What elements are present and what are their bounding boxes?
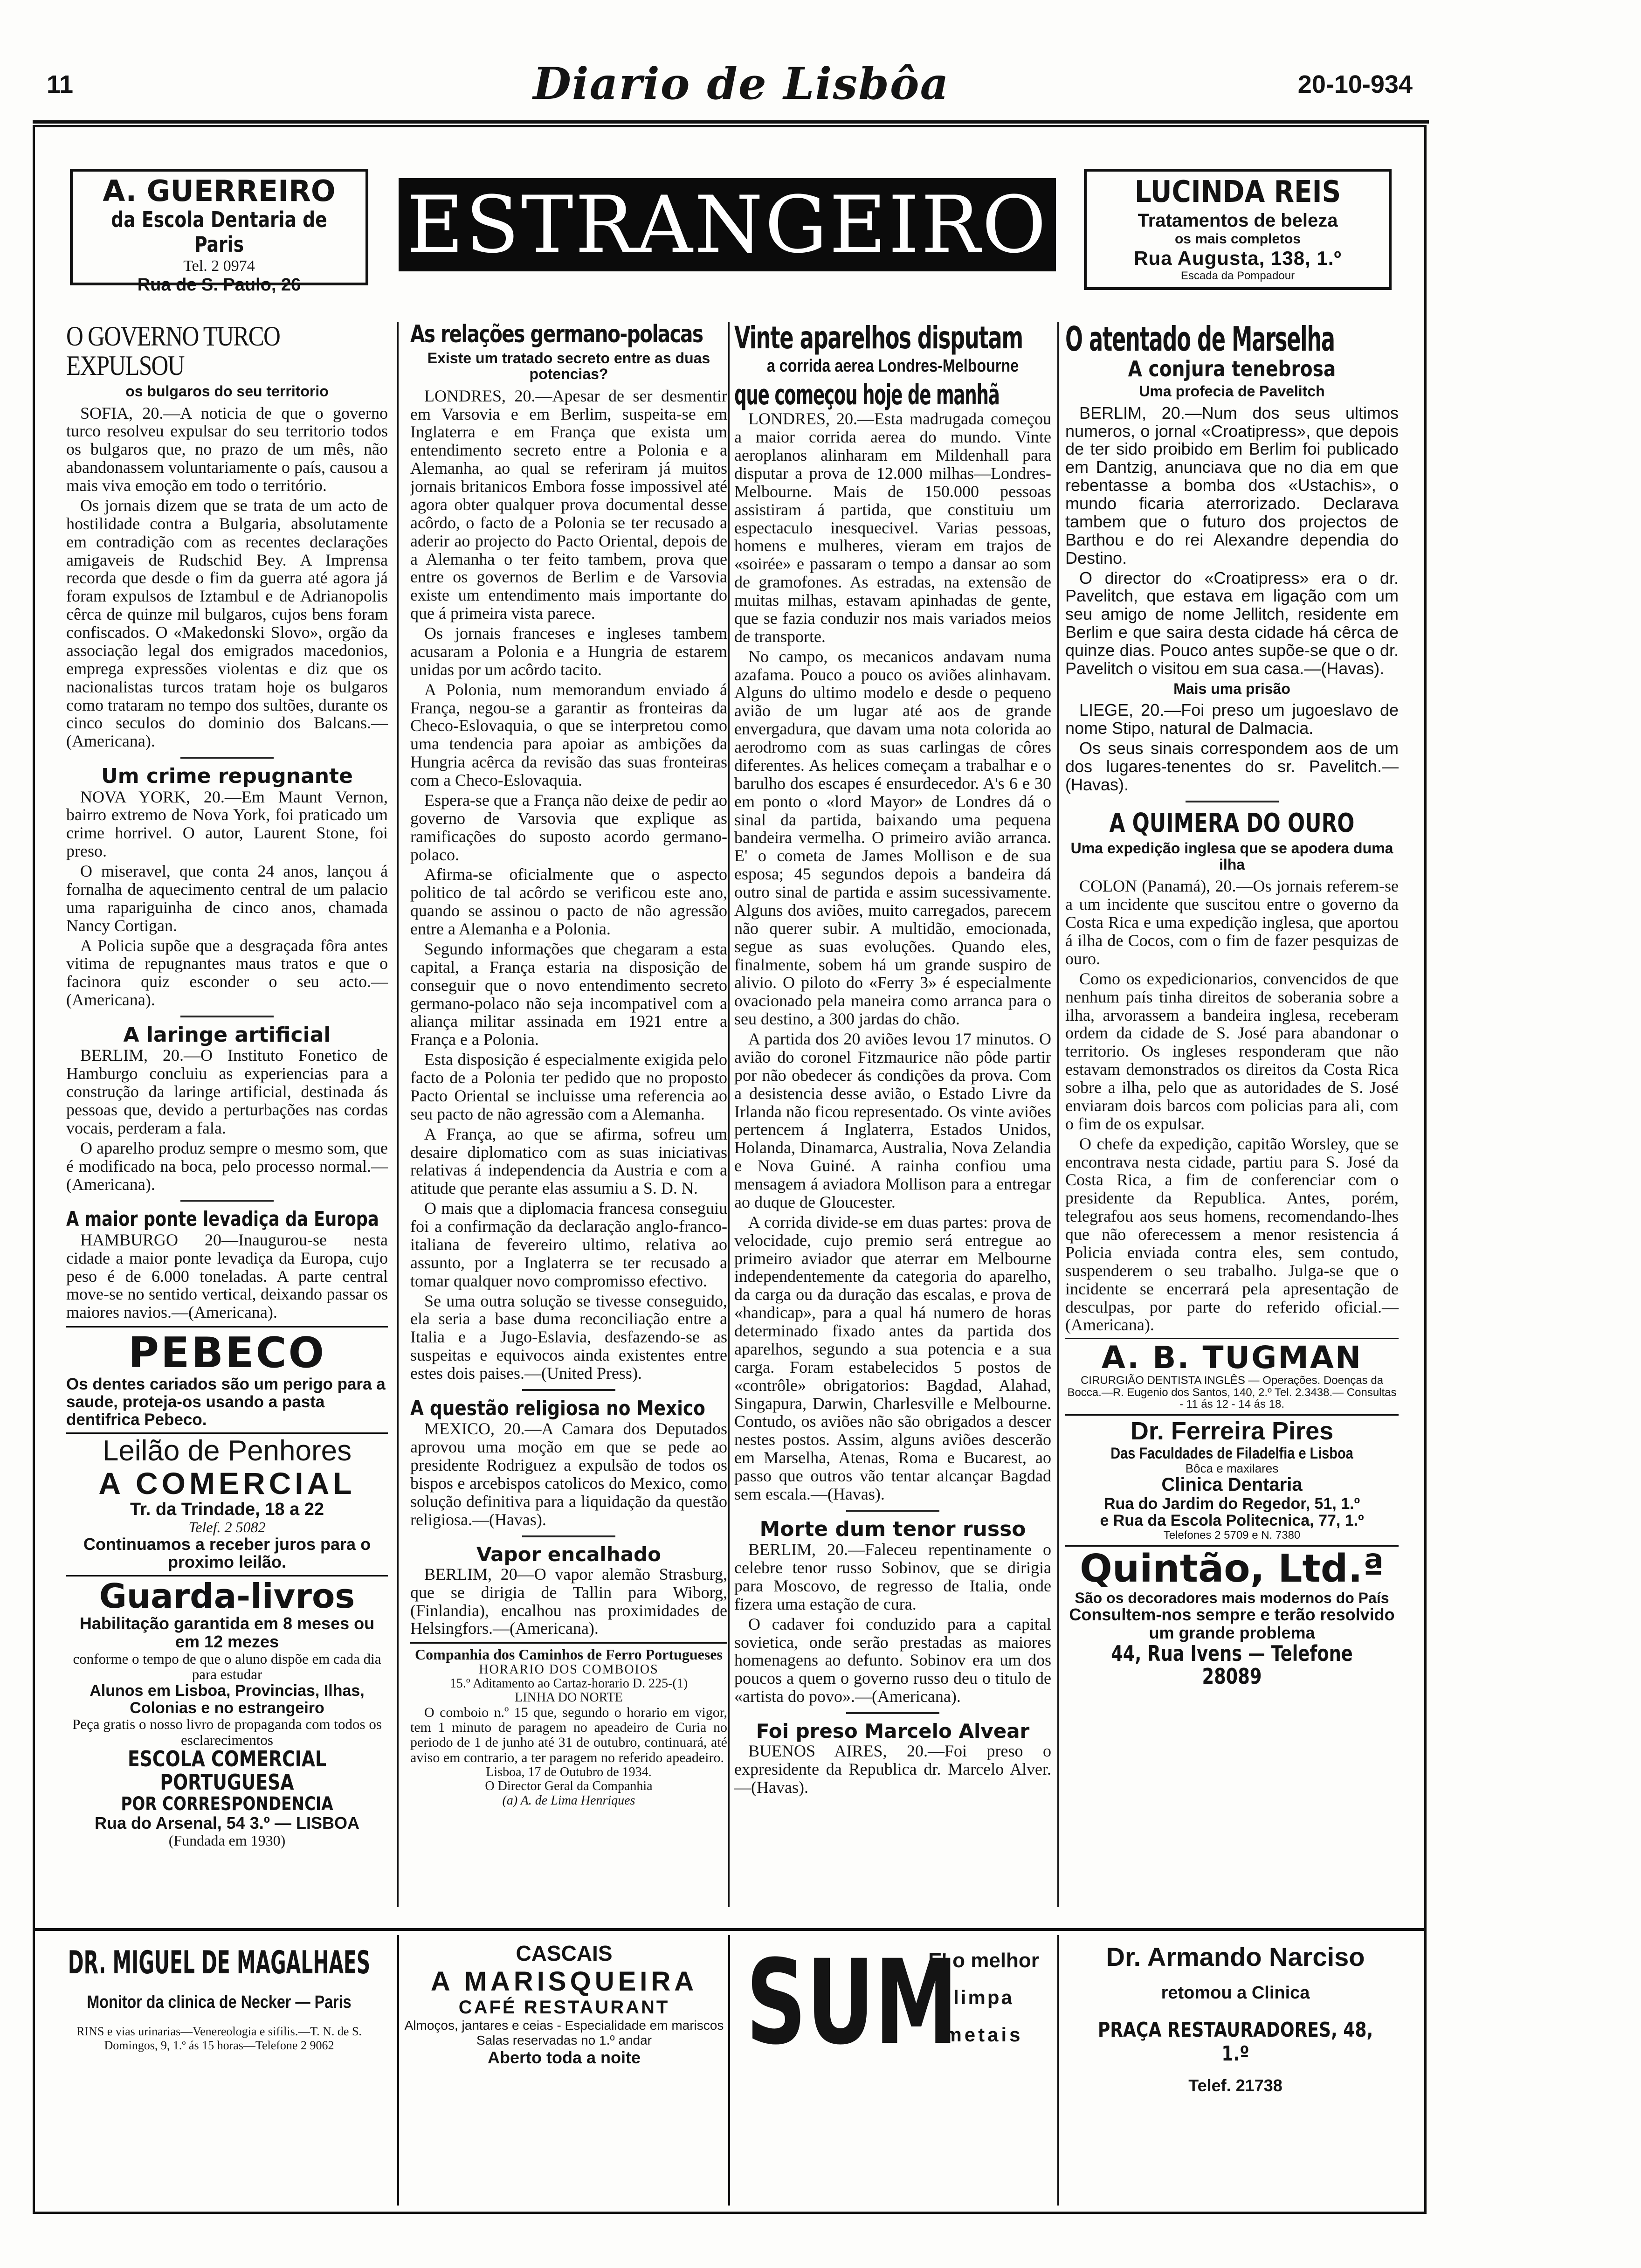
ad-tugman-line2: CIRURGIÃO DENTISTA INGLÊS — Operações. Doenças da Bocca.—R. Eugenio dos Santos, 140, 2.º Tel. 2.3438.— Consultas - 11 ás 12 - 14 ás 18. <box>1067 1374 1397 1411</box>
article-subheadline: Uma expedição inglesa que se apodera duma ilha <box>1070 840 1393 873</box>
ad-lucinda-line3: Rua Augusta, 138, 1.º <box>1134 247 1342 270</box>
ad-sum-tag3: metais <box>944 2024 1023 2046</box>
notice-subtitle: HORARIO DOS COMBOIOS <box>479 1662 659 1677</box>
page-number: 11 <box>47 70 74 98</box>
ad-mag-line3: RINS e vias urinarias—Venereologia e sifilis.—T. N. de S. Domingos, 9, 1.º ás 15 horas—Telefone 2 9062 <box>76 2025 362 2052</box>
column-3 <box>734 322 1051 1798</box>
ad-cas-line6: Aberto toda a noite <box>487 2048 641 2067</box>
ad-cas-line3: CAFÉ RESTAURANT <box>458 1997 670 2018</box>
ad-mag-line2: Monitor da clinica de Necker — Paris <box>87 1992 352 2012</box>
ad-lucinda <box>1084 169 1392 290</box>
ad-tugman <box>1065 1338 1399 1411</box>
article-separator <box>522 1389 615 1391</box>
ad-cas-line4: Almoços, jantares e ceias - Especialidade em mariscos <box>404 2018 724 2033</box>
ad-nar-line3: PRAÇA RESTAURADORES, 48, 1.º <box>1097 2018 1373 2066</box>
article-headline: A laringe artificial <box>123 1023 331 1047</box>
article-paragraph: Segundo informações que chegaram a esta capital, a França estaria na disposição de conseguir que o novo entendimento secreto germano-polaco não seja incompativel com a aliança militar assinada em 1921 entre a França e a Polonia. <box>410 939 727 1049</box>
ad-guarda-line9: (Fundada em 1930) <box>168 1832 286 1849</box>
article-paragraph: A Policia supõe que a desgraçada fôra antes vitima de repugnantes maus tratos e que o facinora quiz esconder o seu acto.—(Americana). <box>66 936 388 1010</box>
notice-caminhos-de-ferro <box>410 1642 727 1808</box>
article-headline: A questão religiosa no Mexico <box>410 1396 705 1420</box>
article-paragraph: O mais que a diplomacia francesa conseguiu foi a confirmação da declaração anglo-franco-italiana de fevereiro ultimo, relativa ao assunto, por a Inglaterra se ter recusado a tomar qualquer novo compromisso efectivo. <box>410 1199 727 1290</box>
ad-quintao-line2: São os decoradores mais modernos do País <box>1075 1589 1389 1606</box>
article-paragraph: Esta disposição é especialmente exigida pelo facto de a Polonia ter pedido que no proposto Pacto Oriental se incluisse uma referencia ao seu pacto de não agressão com a Alemanha. <box>410 1050 727 1123</box>
ad-pebeco <box>66 1326 388 1429</box>
ad-leilao-line1: Leilão de Penhores <box>102 1434 352 1467</box>
article-paragraph: HAMBURGO 20—Inaugurou-se nesta cidade a maior ponte levadiça da Europa, cujo peso é de 6.000 toneladas. A parte central move-se no sentido vertical, deixando passar os maiores navios.—(Americana). <box>66 1230 388 1322</box>
ad-guarda-line7: POR CORRESPONDENCIA <box>121 1793 333 1815</box>
bottom-ads-divider <box>728 1935 730 2206</box>
article-paragraph: LONDRES, 20.—Apesar de ser desmentir em Varsovia e em Berlim, suspeita-se em Inglaterra e em França que exista um entendimento secreto entre a Polonia e a Alemanha, ao qual se referiram já muitos jornais britanicos Embora fosse impossivel até agora obter qualquer prova documental desse acôrdo, o facto de a Polonia se ter recusado a aderir ao projecto do Pacto Oriental, depois de a Alemanha o ter feito tambem, prova que entre os governos de Berlim e de Varsovia existe um entendimento mais importante do que á primeira vista parece. <box>410 386 727 623</box>
ad-guerreiro-line2: Tel. 2 0974 <box>183 257 255 275</box>
ad-sum-tag2: limpa <box>953 1986 1014 2008</box>
article-separator <box>180 757 274 759</box>
article-headline: A maior ponte levadiça da Europa <box>66 1207 379 1231</box>
column-4 <box>1065 319 1399 1689</box>
article-paragraph: LONDRES, 20.—Esta madrugada começou a maior corrida aerea do mundo. Vinte aeroplanos alinharam em Mildenhall para disputar a prova de 12.000 milhas—Londres-Melbourne. Mais de 150.000 pessoas assistiram á partida, que constituiu um espectaculo inesquecivel. Varias pessoas, homens e mulheres, vieram em trajos de «soirée» e passaram o tempo a dansar ao som de gramofones. As estradas, na extensão de muitas milhas, estavam apinhadas de gente, que se fazia conduzir nos mais variados meios de transporte. <box>734 409 1051 646</box>
article-separator <box>1186 801 1279 802</box>
ad-lucinda-line4: Escada da Pompadour <box>1180 270 1295 283</box>
article-subheadline: os bulgaros do seu territorio <box>125 383 329 400</box>
ad-guerreiro-name: A. GUERREIRO <box>103 174 336 208</box>
notice-line: LINHA DO NORTE <box>515 1690 623 1705</box>
ad-guarda-line2: Habilitação garantida em 8 meses ou em 12 mezes <box>79 1614 375 1651</box>
ad-guerreiro-line1: da Escola Dentaria de Paris <box>111 207 327 257</box>
article-paragraph: NOVA YORK, 20.—Em Maunt Vernon, bairro extremo de Nova York, foi praticado um crime horrivel. O autor, Laurent Stone, foi preso. <box>66 787 388 861</box>
ad-guarda-line8: Rua do Arsenal, 54 3.º — LISBOA <box>95 1813 359 1832</box>
masthead-rule <box>33 120 1429 124</box>
article-paragraph: Se uma outra solução se tivesse conseguido, ela seria a base duma reconciliação entre a Italia e a Jugo-Eslavia, desfazendo-se as suspeitas e equivocos ainda existentes entre estes dois paises.—(United Press). <box>410 1291 727 1383</box>
ad-tugman-line1: A. B. TUGMAN <box>1101 1340 1363 1376</box>
article-subheadline: Existe um tratado secreto entre as duas potencias? <box>427 349 710 383</box>
ad-guarda-line1: Guarda-livros <box>99 1577 355 1616</box>
article-paragraph: Afirma-se oficialmente que o aspecto politico de tal acôrdo se verificou este ano, quando se assinou o pacto de não agressão entre a Alemanha e a Polonia. <box>410 865 727 939</box>
article-subheadline: a corrida aerea Londres-Melbourne <box>766 356 1019 376</box>
article-headline: Vapor encalhado <box>476 1542 661 1566</box>
ad-quintao-line3: Consultem-nos sempre e terão resolvido um grande problema <box>1069 1605 1395 1642</box>
section-banner: ESTRANGEIRO <box>399 178 1056 271</box>
article-paragraph: LIEGE, 20.—Foi preso um jugoeslavo de nome Stipo, natural de Dalmacia. <box>1065 700 1399 738</box>
notice-paragraph: O comboio n.º 15 que, segundo o horario em vigor, tem 1 minuto de paragem no apeadeiro de Curia no periodo de 1 de junho até 31 de outubro, continuará, até aviso em contrario, a ter paragem no referido apeadeiro. <box>410 1704 727 1765</box>
article-separator <box>180 1016 274 1017</box>
column-rule <box>728 322 730 1907</box>
article-paragraph: O aparelho produz sempre o mesmo som, que é modificado na boca, pelo processo normal.—(Americana). <box>66 1138 388 1194</box>
ad-mag-line1: DR. MIGUEL DE MAGALHAES <box>68 1944 371 1981</box>
article-paragraph: O miseravel, que conta 24 anos, lançou á fornalha de aquecimento central de um palacio uma rapariguinha de cinco anos, chamada Nancy Cortigan. <box>66 862 388 935</box>
column-rule <box>397 322 399 1907</box>
bottom-ads-divider <box>397 1935 399 2206</box>
article-paragraph: O director do «Croatipress» era o dr. Pavelitch, que estava em ligação com um seu amigo de nome Jellitch, residente em Berlim e que saira desta cidade há cêrca de quinze dias. Pouco antes supõe-se que o dr. Pavelitch o visitou em sua casa.—(Havas). <box>1065 568 1399 678</box>
article-subheadline: A conjura tenebrosa <box>1128 356 1336 381</box>
ad-leilao-line4: Telef. 2 5082 <box>188 1519 266 1536</box>
ad-sum-tag1: E' o melhor <box>928 1949 1039 1972</box>
ad-guarda-line6: ESCOLA COMERCIAL PORTUGUESA <box>127 1746 327 1795</box>
ad-pires-line2: Das Faculdades de Filadelfia e Lisboa <box>1110 1444 1353 1462</box>
article-paragraph: Os jornais franceses e ingleses tambem acusaram a Polonia e a Hungria de estarem unidas por um acôrdo tacito. <box>410 624 727 679</box>
ad-pebeco-name: PEBECO <box>128 1328 326 1378</box>
ad-leilao <box>66 1432 388 1572</box>
notice-reference: 15.º Aditamento ao Cartaz-horario D. 225-(1) <box>449 1676 688 1691</box>
ad-cas-line2: A MARISQUEIRA <box>430 1966 698 1997</box>
article-paragraph: A França, ao que se afirma, sofreu um desaire diplomatico com as suas iniciativas relativas á independencia da Austria e com a atitude que perante elas assumiu a S. D. N. <box>410 1124 727 1198</box>
ad-pires-line3: Bôca e maxilares <box>1185 1461 1279 1476</box>
ad-quintao-line4: 44, Rua Ivens — Telefone 28089 <box>1111 1640 1353 1689</box>
article-paragraph: Espera-se que a França não deixe de pedir ao governo de Varsovia que explique as ramificações do suposto acordo germano-polaco. <box>410 790 727 864</box>
article-paragraph: O chefe da expedição, capitão Worsley, que se encontrava nesta cidade, partiu para S. José da Costa Rica, a fim de conferenciar com o presidente da Republica. Antes, porém, telegrafou aos seus homens, recomendando-lhes que não oferecessem a menor resistencia á Policia enviada contra eles, sem contudo, suspenderem o seu trabalho. Julga-se que o incidente se encerrará pela apresentação de desculpas, por parte do referido oficial.—(Americana). <box>1065 1134 1399 1335</box>
ad-nar-line1: Dr. Armando Narciso <box>1106 1942 1365 1971</box>
ad-pires-line1: Dr. Ferreira Pires <box>1130 1417 1334 1445</box>
article-paragraph: BERLIM, 20—O vapor alemão Strasburg, que se dirigia de Tallin para Wiborg, (Finlandia), encalhou nas proximidades de Helsingfors.—(Americana). <box>410 1564 727 1638</box>
article-headline: O GOVERNO TURCO EXPULSOU <box>66 321 280 381</box>
article-paragraph: Os jornais dizem que se trata de um acto de hostilidade contra a Bulgaria, absolutamente em contradição com as recentes declarações amigaveis de Rudschid Bey. A Imprensa recorda que desde o fim da guerra até agora já foram expulsos de Iztambul e de Adrianopolis cêrca de quinze mil bulgaros, cujos bens foram confiscados. O «Makedonski Slovo», orgão da associação legal dos emigrados macedonios, emprega expressões violentas e diz que os nacionalistas turcos tratam hoje os bulgaros como trataram no tempo dos sultões, durante os cinco seculos do dominio dos Balcans.—(Americana). <box>66 496 388 751</box>
article-headline: As relações germano-polacas <box>410 320 703 348</box>
article-separator <box>846 1510 939 1512</box>
article-headline: Um crime repugnante <box>101 764 353 788</box>
article-paragraph: MEXICO, 20.—A Camara dos Deputados aprovou uma moção em que se pede ao presidente Rodriguez a expulsão de todos os bispos e arcebispos catolicos do Mexico, como solução definitiva para a liquidação da questão religiosa.—(Havas). <box>410 1419 727 1529</box>
ad-quintao-line1: Quintão, Ltd.ª <box>1080 1546 1384 1591</box>
ad-pires-line7: Telefones 2 5709 e N. 7380 <box>1163 1529 1301 1542</box>
article-separator <box>846 1712 939 1714</box>
article-headline-continued: que começou hoje de manhã <box>734 379 1000 412</box>
ad-guarda-line3: conforme o tempo de que o aluno dispõe em cada dia para estudar <box>73 1650 381 1683</box>
ad-lucinda-line2: os mais completos <box>1174 231 1301 247</box>
article-paragraph: COLON (Panamá), 20.—Os jornais referem-se a um incidente que suscitou entre o governo da Costa Rica e uma expedição inglesa, que aportou á ilha de Cocos, com o fim de fazer pesquizas de ouro. <box>1065 877 1399 968</box>
article-paragraph: BERLIM, 20.—Faleceu repentinamente o celebre tenor russo Sobinov, que se dirigia para Moscovo, de regresso de Italia, onde fizera uma estação de cura. <box>734 1540 1051 1613</box>
article-paragraph: Como os expedicionarios, convencidos de que nenhum país tinha direitos de soberania sobre a ilha, arvorassem a bandeira inglesa, receberam ordem da cidade de S. José para abandonar o territorio. Os ingleses responderam que não estavam demonstrados os direitos da Costa Rica sobre a ilha, pelo que as autoridades de S. José enviaram dois barcos com policias para ali, com o fim de os expulsar. <box>1065 969 1399 1133</box>
ad-leilao-line2: A COMERCIAL <box>98 1466 356 1500</box>
ad-sum <box>741 1935 1054 2196</box>
ad-marisqueira <box>401 1935 727 2196</box>
article-subheadline: Mais uma prisão <box>1173 680 1290 697</box>
notice-date: Lisboa, 17 de Outubro de 1934. <box>486 1765 652 1780</box>
ad-nar-line4: Telef. 21738 <box>1188 2076 1282 2095</box>
article-paragraph: No campo, os mecanicos andavam numa azafama. Pouco a pouco os aviões alinhavam. Alguns do ultimo modelo e desde o pequeno avião de um lugar até aos de grande envergadura, que davam uma nota colorida ao aerodromo com as suas carlingas de côres diferentes. As helices começam a trabalhar e o barulho dos escapes é ensurdecedor. A's 6 e 30 em ponto o «lord Mayor» de Londres dá o sinal da partida, baixando uma pequena bandeira vermelha. O primeiro avião arranca. E' o cometa de James Mollison e de sua esposa; 45 segundos depois a bandeira dá outro sinal de partida e assim sucessivamente. Alguns dos aviões, muito carregados, parecem não querer subir. A multidão, emocionada, segue as suas evoluções. Quando eles, finalmente, sobem há um grande suspiro de alivio. O piloto do «Ferry 3» é especialmente ovacionado pela maneira como arranca para o seu destino, a 300 jardas do chão. <box>734 647 1051 1029</box>
article-headline: Vinte aparelhos disputam <box>734 320 1023 356</box>
ad-lucinda-name: LUCINDA REIS <box>1134 175 1341 209</box>
issue-date: 20-10-934 <box>1297 70 1413 98</box>
ad-pebeco-text: Os dentes cariados são um perigo para a saude, proteja-os usando a pasta dentifrica Pebeco. <box>66 1375 386 1429</box>
ad-pires-line5: Rua do Jardim do Regedor, 51, 1.º <box>1104 1494 1360 1513</box>
ad-sum-logo: SUM <box>746 1935 958 2070</box>
ad-guarda-line4: Alunos em Lisboa, Provincias, Ilhas, Colonias e no estrangeiro <box>90 1681 365 1717</box>
ad-guerreiro <box>70 169 368 295</box>
article-paragraph: Os seus sinais correspondem aos de um dos lugares-tenentes do sr. Pavelitch.—(Havas). <box>1065 739 1399 794</box>
article-separator <box>180 1200 274 1202</box>
article-paragraph: SOFIA, 20.—A noticia de que o governo turco resolveu expulsar do seu territorio todos os bulgaros que, no prazo de um mês, não abandonassem voluntariamente o país, causou a mais viva emoção em todo o território. <box>66 403 388 495</box>
article-headline: A QUIMERA DO OURO <box>1109 808 1355 838</box>
ad-pires-line6: e Rua da Escola Politecnica, 77, 1.º <box>1100 1512 1364 1530</box>
ad-lucinda-line1: Tratamentos de beleza <box>1138 210 1338 231</box>
article-paragraph: A corrida divide-se em duas partes: prova de velocidade, cujo premio será entregue ao primeiro aviador que aterrar em Melbourne independentemente da categoria do aparelho, da carga ou da duração das escalas, e prova de «handicap», para a qual há numero de horas determinado fixado antes da partida dos aparelhos, segundo a sua potencia e a sua carga. Foram estabelecidos 5 postos de «contrôle» obrigatorios: Bagdad, Alahad, Singapura, Darwin, Charlesville e Melbourne. Contudo, os aviões não são obrigados a descer nestes postos. Assim, alguns aviões descerão em Marselha, Atenas, Roma e Bucarest, ao passo que outros vão tentar alcançar Bagdad sem escala.—(Havas). <box>734 1212 1051 1503</box>
article-paragraph: BUENOS AIRES, 20.—Foi preso o expresidente da Republica dr. Marcelo Alver.—(Havas). <box>734 1742 1051 1797</box>
article-headline: Morte dum tenor russo <box>759 1517 1026 1541</box>
ad-armando-narciso <box>1068 1935 1403 2196</box>
bottom-ads-divider <box>1057 1935 1059 2206</box>
article-paragraph: BERLIM, 20.—O Instituto Fonetico de Hamburgo concluiu as experiencias para a construção da laringe artificial, destinada ás pessoas que, devido a perturbações nas cordas vocais, perderam a fala. <box>66 1046 388 1137</box>
ad-leilao-line3: Tr. da Trindade, 18 a 22 <box>130 1500 324 1520</box>
newspaper-title: Diario de Lisbôa <box>533 58 950 110</box>
ad-guerreiro-line3: Rua de S. Paulo, 26 <box>137 275 301 295</box>
ad-nar-line2: retomou a Clinica <box>1161 1983 1310 2003</box>
ad-quintao <box>1065 1545 1399 1688</box>
notice-signature: (a) A. de Lima Henriques <box>502 1793 635 1808</box>
article-subheadline: Uma profecia de Pavelitch <box>1139 383 1325 400</box>
ad-guarda-line5: Peça gratis o nosso livro de propaganda com todos os esclarecimentos <box>72 1716 382 1748</box>
ad-ferreira-pires <box>1065 1414 1399 1542</box>
article-paragraph: A partida dos 20 aviões levou 17 minutos. O avião do coronel Fitzmaurice não pôde partir por não obedecer ás condições da prova. Com a desistencia desse avião, o Estado Livre da Irlanda não ficou representado. Os vinte aviões pertencem á Inglaterra, Estados Unidos, Holanda, Dinamarca, Australia, Nova Zelandia e Nova Guiné. A rainha confiou uma mensagem á aviadora Mollison para a entregar ao duque de Gloucester. <box>734 1030 1051 1211</box>
ad-cas-line5: Salas reservadas no 1.º andar <box>476 2033 652 2047</box>
article-paragraph: BERLIM, 20.—Num dos seus ultimos numeros, o jornal «Croatipress», que depois de ter sido proibido em Berlim foi publicado em Dantzig, anunciava que no dia em que rebentasse a bomba dos «Ustachis», o mundo ficaria aterrorizado. Declarava tambem que o futuro dos projectos de Barthou e do rei Alexandre dependia do Destino. <box>1065 403 1399 567</box>
column-rule <box>1057 322 1059 1907</box>
ad-leilao-line5: Continuamos a receber juros para o proximo leilão. <box>83 1534 371 1572</box>
ad-pires-line4: Clinica Dentaria <box>1161 1474 1303 1495</box>
article-headline: Foi preso Marcelo Alvear <box>756 1720 1030 1743</box>
notice-title: Companhia dos Caminhos de Ferro Portugueses <box>415 1646 723 1663</box>
article-headline: O atentado de Marselha <box>1065 319 1335 359</box>
ad-cas-line1: CASCAIS <box>516 1941 613 1965</box>
ad-guarda-livros <box>66 1575 388 1848</box>
ad-miguel-magalhaes <box>47 1935 392 2196</box>
column-1 <box>66 322 388 1848</box>
notice-signer-title: O Director Geral da Companhia <box>485 1779 653 1794</box>
bottom-ads-rule <box>33 1928 1427 1931</box>
article-separator <box>522 1535 615 1537</box>
article-paragraph: O cadaver foi conduzido para a capital sovietica, onde serão prestadas as maiores homenagens ao defunto. Sobinov era um dos poucos a quem o governo russo deu o titulo de «artista do povo».—(Americana). <box>734 1614 1051 1706</box>
column-2 <box>410 322 727 1808</box>
article-paragraph: A Polonia, num memorandum enviado á França, negou-se a garantir as fronteiras da Checo-Eslovaquia, o que se interpretou como uma tendencia para apoiar as ambições da Hungria acêrca da revisão das suas fronteiras com a Checo-Eslovaquia. <box>410 680 727 790</box>
